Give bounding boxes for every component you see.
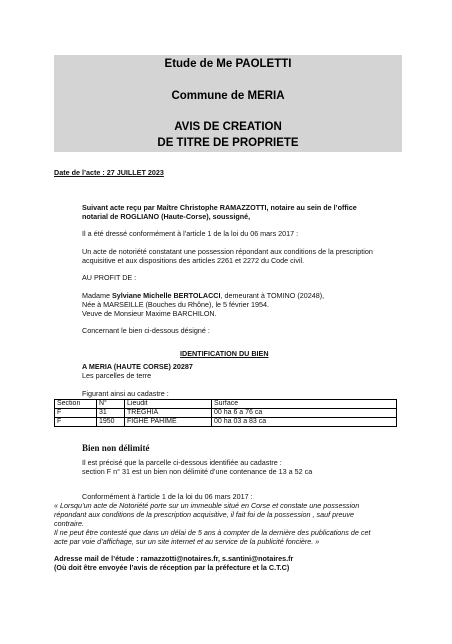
citation-line1: « Lorsqu’un acte de Notoriété porte sur un immeuble situé en Corse et constate une possession (54, 501, 360, 510)
beneficiaire-adresse: , demeurant à TOMINO (20248), (220, 291, 325, 300)
citation-line2: répondant aux conditions de la prescription acquisitive, il fait foi de la possession , sauf preuve (54, 510, 355, 519)
beneficiaire-line2: Née à MARSEILLE (Bouches du Rhône), le 5 février 1954. (82, 300, 269, 309)
cell-lieudit: TREGHIA (125, 409, 212, 418)
conformement-text: Conformément à l’article 1 de la loi du 06 mars 2017 : (82, 492, 253, 501)
acte-line2: acquisitive et aux dispositions des articles 2261 et 2272 du Code civil. (82, 256, 305, 265)
avis-title-line1: AVIS DE CREATION (174, 121, 282, 133)
beneficiaire-civilite: Madame (82, 291, 112, 300)
cell-numero: 31 (97, 409, 125, 418)
cadastre-header-lieudit: Lieudit (125, 400, 212, 409)
avis-title-line2: DE TITRE DE PROPRIETE (157, 137, 299, 149)
beneficiaire-line3: Veuve de Monsieur Maxime BARCHILON. (82, 309, 217, 318)
cell-surface: 00 ha 03 a 83 ca (212, 418, 397, 427)
citation-line5: acte par voie d’affichage, sur un site internet et au service de la publicité foncière. » (54, 537, 320, 546)
citation-line3: contraire. (54, 519, 84, 528)
non-delimite-title: Bien non délimité (82, 443, 150, 453)
bien-nature: Les parcelles de terre (82, 371, 152, 380)
cell-section: F (55, 409, 97, 418)
non-delimite-line1: Il est précisé que la parcelle ci-dessous identifiée au cadastre : (82, 458, 282, 467)
footer-email: Adresse mail de l’étude : ramazzotti@notaires.fr, s.santini@notaires.fr (54, 554, 294, 563)
dresse-text: Il a été dressé conformément à l’article 1 de la loi du 06 mars 2017 : (82, 229, 299, 238)
figurant-cadastre: Figurant ainsi au cadastre : (82, 389, 169, 398)
bien-commune: A MERIA (HAUTE CORSE) 20287 (82, 362, 193, 371)
citation-line4: Il ne peut être contesté que dans un délai de 5 ans à compter de la dernière des publications de cet (54, 528, 371, 537)
table-row (55, 418, 397, 427)
footer-note: (Où doit être envoyée l’avis de réception par la préfecture et la C.T.C) (54, 563, 290, 572)
cell-lieudit: FIGHE PAHIME (125, 418, 212, 427)
intro-line1: Suivant acte reçu par Maître Christophe RAMAZZOTTI, notaire au sein de l’office (82, 203, 357, 212)
cell-section: F (55, 418, 97, 427)
cell-numero: 1950 (97, 418, 125, 427)
au-profit-de: AU PROFIT DE : (82, 273, 137, 282)
cadastre-table (54, 399, 397, 427)
non-delimite-line2: section F n° 31 est un bien non délimité d’une contenance de 13 a 52 ca (82, 467, 313, 476)
identification-title: IDENTIFICATION DU BIEN (180, 349, 269, 358)
intro-line2: notarial de ROGLIANO (Haute-Corse), soussigné, (82, 212, 251, 221)
cadastre-header-surface: Surface (212, 400, 397, 409)
concernant-text: Concernant le bien ci-dessous désigné : (82, 326, 210, 335)
cadastre-header-row (55, 400, 397, 409)
etude-title: Etude de Me PAOLETTI (164, 58, 292, 70)
cell-surface: 00 ha 6 a 76 ca (212, 409, 397, 418)
commune-title: Commune de MERIA (171, 90, 285, 102)
table-row (55, 409, 397, 418)
acte-line1: Un acte de notoriété constatant une possession répondant aux conditions de la prescription (82, 247, 373, 256)
header-banner (54, 55, 402, 152)
date-acte: Date de l’acte : 27 JUILLET 2023 (54, 168, 164, 177)
cadastre-header-numero: N° (97, 400, 125, 409)
beneficiaire-nom: Sylviane Michelle BERTOLACCI (111, 291, 221, 300)
cadastre-header-section: Section (55, 400, 97, 409)
